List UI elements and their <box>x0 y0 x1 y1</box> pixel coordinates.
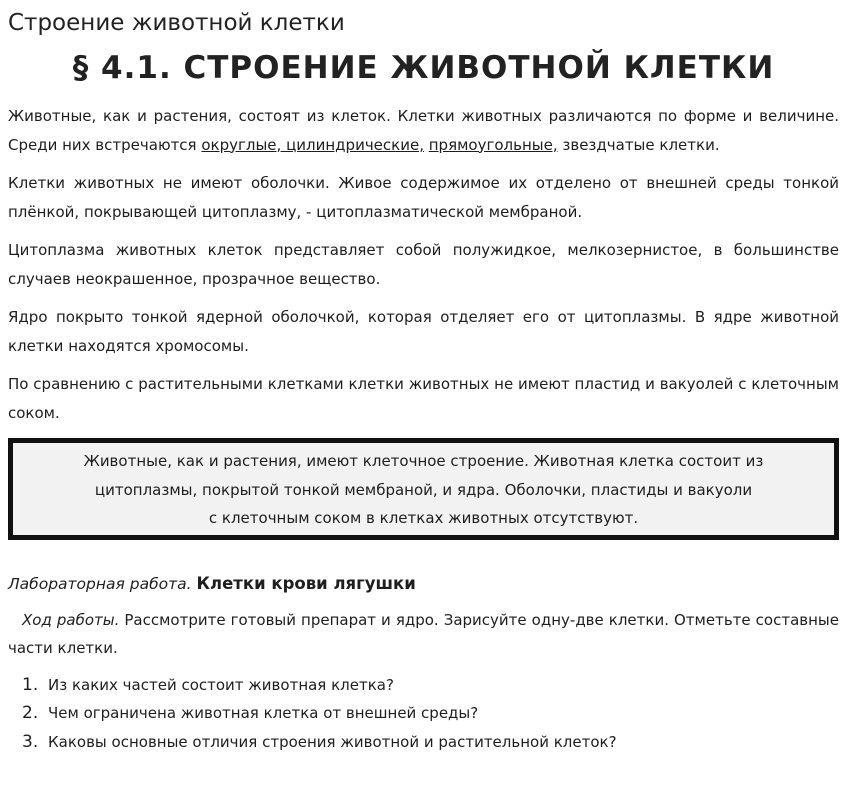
procedure-text: Рассмотрите готовый препарат и ядро. Зарисуйте одну-две клетки. Отметьте составные части клетки. <box>8 610 839 657</box>
summary-line: с клеточным соком в клетках животных отсутствуют. <box>208 509 639 527</box>
link-rectangular[interactable]: прямоугольные, <box>428 135 558 154</box>
paragraph-cell-shapes <box>8 102 839 159</box>
summary-line: цитоплазмы, покрытой тонкой мембраной, и ядра. Оболочки, пластиды и вакуоли <box>94 480 753 499</box>
question-list <box>8 671 839 757</box>
paragraph-text: Животные, как и растения, состоят из клеток. Клетки животных различаются по форме и величине. Среди них встречаются <box>8 107 839 154</box>
lab-procedure <box>8 606 839 663</box>
question-number: 3. <box>22 731 39 752</box>
question-text: Каковы основные отличия строения животной и растительной клеток? <box>48 732 617 751</box>
summary-line: Животные, как и растения, имеют клеточное строение. Животная клетка состоит из <box>83 452 764 470</box>
procedure-label: Ход работы. <box>22 610 120 629</box>
question-item <box>22 728 839 757</box>
section-heading: § 4.1. СТРОЕНИЕ ЖИВОТНОЙ КЛЕТКИ <box>72 50 775 86</box>
lab-name: Клетки крови лягушки <box>196 573 416 593</box>
document-page <box>8 0 839 756</box>
paragraph-text: звездчатые клетки. <box>557 135 720 154</box>
question-text: Из каких частей состоит животная клетка? <box>48 675 394 694</box>
question-item <box>22 699 839 728</box>
paragraph-cytoplasm: Цитоплазма животных клеток представляет собой полужидкое, мелкозернистое, в большинстве случаев неокрашенное, прозрачное вещество. <box>8 241 839 288</box>
lab-title <box>8 570 839 598</box>
question-number: 2. <box>22 703 39 723</box>
paragraph-nucleus: Ядро покрыто тонкой ядерной оболочкой, которая отделяет его от цитоплазмы. В ядре животной клетки находятся хромосомы. <box>8 308 839 355</box>
question-number: 1. <box>22 674 39 695</box>
summary-box <box>8 438 839 540</box>
paragraph-membrane: Клетки животных не имеют оболочки. Живое содержимое их отделено от внешней среды тонкой плёнкой, покрывающей цитоплазму, - цитоплазматической мембраной. <box>8 174 839 221</box>
link-round-cylindrical[interactable]: округлые, цилиндрические, <box>201 135 424 154</box>
page-title: Строение животной клетки <box>8 10 345 36</box>
paragraph-comparison: По сравнению с растительными клетками клетки животных не имеют пластид и вакуолей с клеточным соком. <box>8 375 839 422</box>
question-item <box>22 671 839 700</box>
question-text: Чем ограничена животная клетка от внешней среды? <box>48 704 479 722</box>
lab-prefix: Лабораторная работа. <box>8 574 192 593</box>
